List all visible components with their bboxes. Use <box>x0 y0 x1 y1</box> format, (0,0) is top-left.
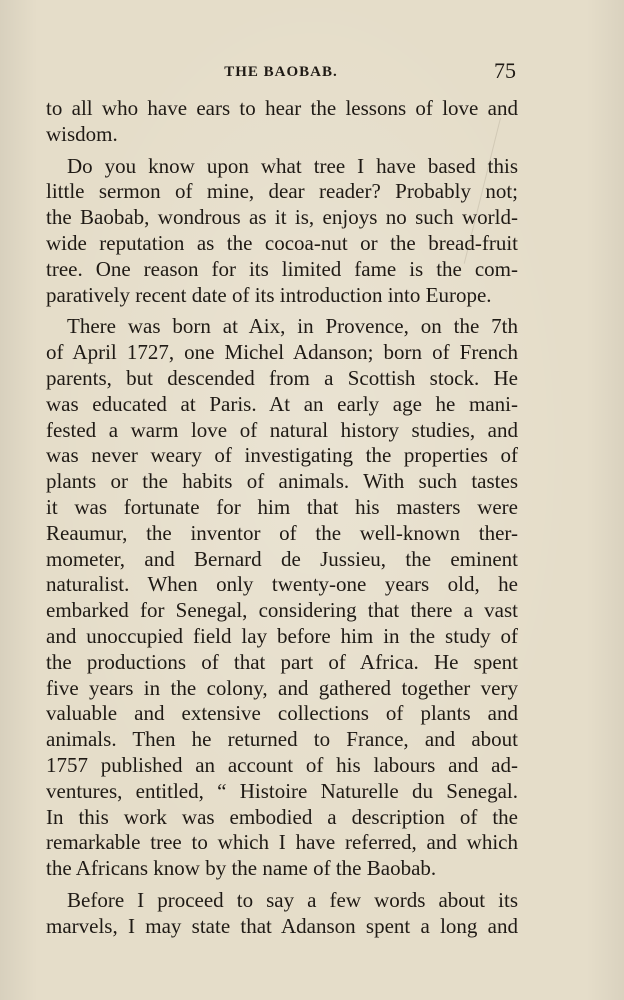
text-line: There was born at Aix, in Provence, on the 7th <box>67 314 518 339</box>
text-line: tree. One reason for its limited fame is the com- <box>46 256 518 281</box>
text-line: wide reputation as the cocoa-nut or the bread-fruit <box>46 230 518 255</box>
body-text <box>46 96 518 940</box>
text-line: wisdom. <box>46 121 118 146</box>
text-line: ventures, entitled, “ Histoire Naturelle du Senegal. <box>46 778 518 803</box>
text-line: was educated at Paris. At an early age he mani- <box>46 391 518 416</box>
text-line: Before I proceed to say a few words about its <box>67 887 518 912</box>
text-line: and unoccupied field lay before him in the study of <box>46 623 518 648</box>
paragraph <box>46 154 518 309</box>
text-line: little sermon of mine, dear reader? Probably not; <box>46 179 518 204</box>
text-line: the Baobab, wondrous as it is, enjoys no such world- <box>46 205 518 230</box>
text-line: remarkable tree to which I have referred, and which <box>46 830 518 855</box>
text-line: parents, but descended from a Scottish stock. He <box>46 365 518 390</box>
text-line: of April 1727, one Michel Adanson; born of French <box>46 340 518 365</box>
paragraph <box>46 314 518 882</box>
text-line: the productions of that part of Africa. He spent <box>46 649 518 674</box>
running-head <box>46 58 516 82</box>
text-line: naturalist. When only twenty-one years old, he <box>46 572 518 597</box>
text-line: marvels, I may state that Adanson spent a long and <box>46 913 518 938</box>
text-line: paratively recent date of its introduction into Europe. <box>46 282 492 307</box>
running-head-title: THE BAOBAB. <box>224 64 338 80</box>
paragraph <box>46 96 518 148</box>
text-line: it was fortunate for him that his masters were <box>46 494 518 519</box>
text-line: plants or the habits of animals. With such tastes <box>46 469 518 494</box>
text-line: mometer, and Bernard de Jussieu, the eminent <box>46 546 518 571</box>
text-line: five years in the colony, and gathered together very <box>46 675 518 700</box>
text-line: Reaumur, the inventor of the well-known ther- <box>46 520 518 545</box>
text-line: was never weary of investigating the properties of <box>46 443 518 468</box>
text-line: In this work was embodied a description of the <box>46 804 518 829</box>
text-line: animals. Then he returned to France, and about <box>46 727 518 752</box>
text-line: fested a warm love of natural history studies, and <box>46 417 518 442</box>
page-number: 75 <box>494 58 516 83</box>
text-line: valuable and extensive collections of plants and <box>46 701 518 726</box>
text-line: to all who have ears to hear the lessons of love and <box>46 96 518 120</box>
text-line: Do you know upon what tree I have based this <box>67 153 518 178</box>
text-line: embarked for Senegal, considering that there a vast <box>46 598 518 623</box>
text-line: 1757 published an account of his labours and ad- <box>46 752 518 777</box>
paragraph <box>46 888 518 940</box>
text-line: the Africans know by the name of the Baobab. <box>46 856 437 881</box>
